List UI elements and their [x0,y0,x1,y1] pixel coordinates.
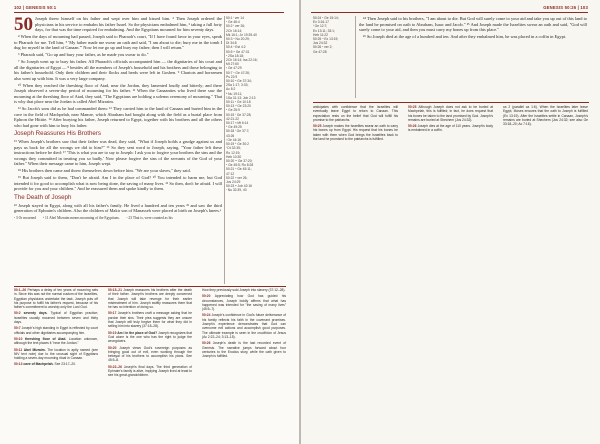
study-notes-column-3 [202,288,286,360]
study-note [202,313,286,339]
note-reference: 50:25 [408,105,419,109]
study-notes-column-2 [108,288,192,380]
study-note [14,311,98,324]
cross-reference: Dt 34:8 [226,41,237,46]
note-text: Joseph views God's sovereign purposes as bringing good out of evil, even working through the betrayal of his brothers to accomplish his plans. See 45:5–8. [108,345,192,363]
study-note [503,105,588,126]
left-header-rule [14,12,284,13]
note-text: Joseph's brothers craft a message asking that he pardon their sins. Their plea suggests they are unsure that Joseph will truly forgive them for what they did in selling him into slavery (37:18–28). [108,311,192,329]
note-reference: 50:22–26 [108,364,124,369]
footnote: ᶜ 23 That is, were counted as his [126,215,173,220]
left-scripture-column [14,16,222,220]
cross-reference: ᵉ Ge 25:9 [226,108,240,113]
cross-reference: ᵗ Ge 12:7; [313,24,328,29]
cross-reference: ʲ Ge 44:16 [226,137,242,142]
note-term: threshing floor of Atad. [25,336,69,341]
cross-reference-column [313,16,353,54]
section-heading: The Death of Joseph [14,193,72,201]
scripture-paragraph: ²⁴ Then Joseph said to his brothers, "I am about to die. But God will surely come to your aid and take you up out of this land to the land he promised on oath to Abraham, Isaac and Jacob." ²⁵ And Joseph made the Israelites swear an oath and said, "God will surely come to your aid, and then you must carry my bones up from this place." [359,16,587,32]
note-reference: 50:13 [14,362,24,367]
note-term: seventy days. [23,311,51,316]
scripture-paragraph: ²² Joseph stayed in Egypt, along with all his father's family. He lived a hundred and ten years ²³ and saw the third generation of Ephraim's children. Also the children of Makir son of Manasseh were placed at birth on Joseph's knees.ᵃ [14,202,222,213]
note-text: Joseph's final days. The third generation of Ephraim's family is alive, implying Joseph lived at least to see his great-grandchildren. [108,364,192,378]
note-reference: 50:17 [108,311,118,316]
cross-reference: 43:26 [226,133,235,138]
study-note [108,288,192,309]
note-reference: 50:20 [202,294,215,299]
cross-reference: 50:3 ᵘ Nu 20:29; [226,37,250,42]
note-text: Perhaps a delay of ten years of mourning sets in. Since this was not the normal custom of the Israelites, Egyptian physicians undertake the task. Joseph puts off his purpose to fulfill his father's request, because of his father's commitment to worship only the Lord God. [14,288,99,310]
study-note [202,294,286,311]
cross-reference: 1Sa 31:13; Job 2:13 [226,95,256,100]
cross-reference: 50:22 ᵖ ver 26; [226,175,248,180]
study-notes-rule [14,286,286,287]
note-reference: 50:26 [202,341,213,346]
scripture-paragraph: ¹⁰ When they reached the threshing floor of Atad, near the Jordan, they lamented loudly and bitterly; and there Joseph observed a seven-day period of mourning for his father. ¹¹ When the Canaanites who lived there saw the mourning at the threshing floor of Atad, they said, "The Egyptians are holding a solemn ceremony of mourning." That is why that place near the Jordan is called Abel Mizraim. [14,82,222,104]
study-notes-column-2 [408,105,493,135]
paragraph-text: Joseph threw himself on his father and wept over him and kissed him. ² Then Joseph ordered the physicians in his service to embalm his father Israel. So the physicians embalmed him, ³ taking a full forty days, for that was the time required for embalming. And the Egyptians mourned for him seventy days. [35,16,222,32]
cross-reference: Ps 22:9 [226,74,238,79]
cross-reference: 50:2 ᵗ ver 26; [226,24,246,29]
note-text: Typical of Egyptian practice; Israelites usually mourned between seven and thirty days. [14,311,99,325]
scripture-paragraph: ⁴ When the days of mourning had passed, Joseph said to Pharaoh's court, "If I have found favor in your eyes, speak to Pharaoh for me. Tell him, ⁵ 'My father made me swear an oath and said, "I am about to die; bury me in the tomb I dug for myself in the land of Canaan."' Now let me go up and bury my father; then I will return." [14,34,222,50]
note-term: Abel Mizraim. [23,347,48,352]
cross-reference: ⁿ Ge 45:5; Ro 8:28 [226,163,254,168]
note-text: Joseph makes the Israelites swear an oath to carry his bones up from Egypt. His request that his bones be taken with them when God brings the Israelites back to the land he promised to the patriarchs is fulfilled. [313,124,398,142]
note-text: Joseph dies at the age of 110 years. Joseph's body is embalmed in a coffin. [408,124,493,133]
study-note [14,337,98,346]
study-notes-column-1 [14,288,98,369]
note-reference: 50:10 [14,336,25,341]
cross-reference: Heb 11:22 [313,32,328,37]
scripture-paragraph: ¹⁸ His brothers then came and threw themselves down before him. "We are your slaves," they said. [18,168,191,173]
cross-reference: Ex 13:11; 33:1; [313,28,335,33]
left-page [0,0,299,444]
cross-reference: 50:1 ˡ ver 14 [226,16,244,20]
cross-reference: Mt 27:60 [226,62,239,67]
study-note [14,326,98,335]
scripture-paragraph [14,16,222,33]
note-text: See 23:17–20. [54,362,76,367]
note-reference: 50:7 [14,326,22,331]
note-term: Am I in the place of God? [117,330,159,335]
study-note [408,124,493,133]
note-reference: 50:19 [108,330,118,335]
note-term: cave of Machpelah. [23,362,55,367]
cross-reference: 2Ch 16:14; Isa 22:16; [226,58,258,63]
cross-reference-column [226,16,286,193]
note-reference: 50:15–21 [108,288,124,292]
note-reference: 50:1–26 [14,288,28,292]
note-reference: 50:26 [408,124,418,129]
chapter-number: 50 [14,14,33,35]
cross-reference: 50:19 ᵏ Ge 30:2 [226,142,249,147]
cross-reference: 50:26 ᵛ ver 2; [313,45,333,50]
cross-reference: ʰ Ge 49:25 [226,125,242,130]
cross-reference: 47:12 [226,171,235,176]
cross-reference: 42:21-22 [226,116,240,121]
column-divider [355,16,356,98]
study-note [313,105,398,122]
right-header-rule [311,12,588,13]
scripture-paragraph: ⁷ So Joseph went up to bury his father. All Pharaoh's officials accompanied him — the dignitaries of his court and all the dignitaries of Egypt — ⁸ besides all the members of Joseph's household and his brothers and those belonging to his father's household. Only their children and their flocks and herds were left in Goshen. ⁹ Chariots and horsemen also went up with him. It was a very large company. [14,59,222,81]
cross-reference: 50:20 ᵐ Ge 37:20; [226,158,253,163]
study-notes-rule [313,102,589,103]
cross-reference: 50:4 ᵛ Est 4:2 [226,45,246,50]
scripture-paragraph: ⁶ Pharaoh said, "Go up and bury your father, as he made you swear to do." [18,52,149,57]
study-note [14,348,98,361]
note-reference: 50:2 [14,311,24,316]
note-text: Joseph's death is the last recorded event of Genesis. The narrative jumps forward about four centuries to the Exodus story, while the oath given to Joseph is fulfilled. [202,341,286,359]
right-scripture-column [359,16,587,41]
cross-reference: 50:13 ᵈ Ge 23:20 [226,104,251,109]
note-text: Although Joseph does not ask to be buried at Machpelah, this is fulfilled; in fact, he does request that his bones be taken to the land promised by God. Joseph's remains are buried at Shechem (Jos 24:32). [408,105,493,122]
cross-reference: 50:23 ᵠ Job 42:16 [226,184,253,189]
cross-reference: 50:7 ᶻ Ge 47:26; [226,70,250,75]
cross-reference: 2Sa 1:17; 3:33; [226,83,249,88]
note-reference: 50:25 [313,124,323,129]
study-note [14,288,98,309]
cross-reference: 50:10 ᵃ Ge 37:34; [226,79,252,84]
cross-reference: 50:25 ᵘ Ex 13:19; [313,37,339,42]
cross-reference: 50:21 ᵒ Ge 45:11; [226,167,252,172]
note-text: Joseph recognizes that God alone is the one who has the right to judge the wrongdoers. [108,330,192,344]
cross-reference: 50:5 ʷ Ge 47:31 [226,49,250,54]
cross-reference: Ex 3:16-17 [313,20,329,25]
study-note [313,124,398,141]
study-note [108,365,192,378]
right-page [301,0,600,444]
right-page-header: GENESIS 50:26 | 103 [543,5,588,10]
cross-reference: Jos 24:32 [313,41,328,46]
cross-reference: 2Ch 16:14; [226,28,243,33]
cross-reference: Ro 12:19; [226,150,241,155]
cross-reference: Heb 10:30 [226,154,242,159]
cross-reference: ˡ Dt 32:35; [226,146,241,151]
cross-reference: 50:15 ᶠ Ge 37:28; [226,112,252,117]
note-text: The location is aptly named (see NIV text note) due to the unusual sight of Egyptians holding a seven-day mourning ritual in Canaan. [14,347,99,361]
scripture-paragraph: ¹⁵ When Joseph's brothers saw that their father was dead, they said, "What if Joseph holds a grudge against us and pays us back for all the wrongs we did to him?" ¹⁶ So they sent word to Joseph, saying, "Your father left these instructions before he died: ¹⁷ 'This is what you are to say to Joseph: I ask you to forgive your brothers the sins and the wrongs they committed in treating you so badly.' Now please forgive the sins of the servants of the God of your father." When their message came to him, Joseph wept. [14,139,222,166]
note-text: ca 2 (parallel ca 1:6). When the Israelites later leave Egypt, Moses ensures that the oath to Joseph is fulfilled (Ex 13:19). After the Israelites settle in Canaan, Joseph's remains are buried at Shechem (Jos 24:32; see also Ge 33:18–20; Ac 7:16). [503,105,588,127]
scripture-paragraph: ¹² So Jacob's sons did as he had commanded them: ¹³ They carried him to the land of Canaan and buried him in the cave in the field of Machpelah, near Mamre, which Abraham had bought along with the field as a burial place from Ephron the Hittite. ¹⁴ After burying his father, Joseph returned to Egypt, together with his brothers and all the others who had gone with him to bury his father. [14,106,222,128]
note-reference: 50:24 [202,313,212,318]
note-text: Joseph's confidence in God's future deliverance of his family reflects his faith in the covenant promises. Joseph's experience demonstrates that God can overcome evil actions and accomplish good purposes. The ultimate example is seen in the crucifixion of Jesus (Ac 2:22–24; 3:13–15). [202,313,286,339]
cross-reference: ʸ Ge 47:29 [226,66,242,71]
scripture-paragraph: ²⁶ So Joseph died at the age of a hundred and ten. And after they embalmed him, he was placed in a coffin in Egypt. [363,34,567,39]
note-reference: 50:11 [14,347,24,352]
study-note [108,346,192,363]
study-note [202,288,286,292]
footnote: ᵇ 11 Abel Mizraim means mourning of the Egyptians. [42,215,120,220]
cross-reference: 50:18 ⁱ Ge 37:7; [226,129,250,134]
section-heading: Joseph Reassures His Brothers [14,130,102,137]
note-text: How they previously sold Joseph into slavery (37:12–28). [202,288,286,292]
cross-reference: ˢ Ge 46:4 [226,20,240,25]
cross-reference: ˣ 2Sa 18:18; [226,53,244,58]
cross-reference: 50:11 ᶜ Ge 10:18 [226,100,251,105]
note-text: Location unknown, although the text places it "near the Jordan." [14,336,98,346]
footnotes [14,216,222,221]
scripture-paragraph: ¹⁹ But Joseph said to them, "Don't be afraid. Am I in the place of God? ²⁰ You intended to harm me, but God intended it for good to accomplish what is now being done, the saving of many lives. ²¹ So then, don't be afraid. I will provide for you and your children." And he reassured them and spoke kindly to them. [14,175,222,191]
cross-reference: 50:17 ᵍ Mt 6:14 [226,121,249,126]
note-text: Appreciating how God has guided his circumstances, Joseph boldly affirms that what has happened was intended for "the saving of many lives" (45:5–7). [202,294,286,312]
study-notes-column-1 [313,105,398,143]
cross-reference: ʳ Nu 32:39, 40 [226,188,247,193]
cross-reference: ᵇ Nu 19:11; [226,91,243,96]
cross-reference: Mk 16:1; Jn 19:39-40 [226,32,257,37]
study-note [108,311,192,328]
left-page-header: 102 | GENESIS 50:1 [14,5,57,10]
study-note [202,341,286,358]
study-notes-column-3 [503,105,588,128]
study-note [108,331,192,344]
note-reference: 50:20 [108,345,120,350]
study-note [14,362,98,366]
cross-reference: Ac 8:2 [226,87,236,92]
cross-reference: Jos 24:29 [226,179,241,184]
study-note [408,105,493,122]
note-text: Joseph's high standing in Egypt is reflected by court officials and other dignitaries accompanying him. [14,326,98,335]
footnote: ᵃ 3 Or mourned [14,215,37,220]
note-text: anticipates with confidence that the Israelites will eventually leave Egypt to return to Canaan. This expectation rests on the belief that God will fulfill his promise to the patriarchs. [313,105,398,122]
note-text: Joseph reassures his brothers after the death of their father. Joseph's brothers are deeply concerned that Joseph will take revenge for their earlier mistreatment of him. Joseph swiftly reassures them that he has no intention of doing so. [108,288,192,310]
column-divider [224,16,225,284]
cross-reference: 50:24 ˢ Ge 15:14; [313,16,339,20]
cross-reference: Ge 47:28 [313,49,327,54]
